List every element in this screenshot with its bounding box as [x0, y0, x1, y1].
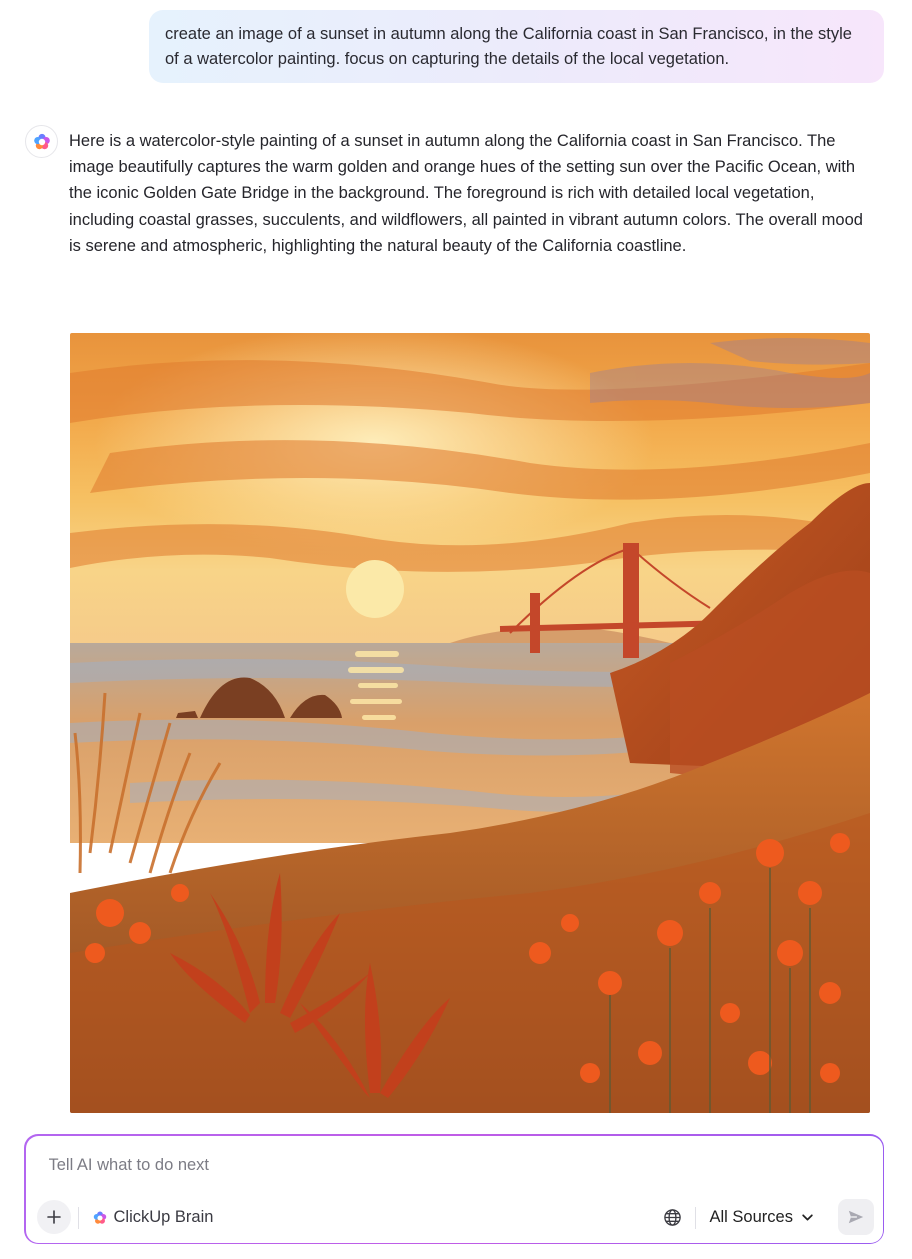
- plus-icon: [47, 1210, 61, 1224]
- send-icon: [847, 1208, 865, 1226]
- sources-dropdown[interactable]: [710, 1205, 814, 1231]
- clickup-brain-label: ClickUp Brain: [113, 1208, 214, 1226]
- web-search-toggle[interactable]: [660, 1205, 686, 1231]
- prompt-composer-body: [26, 1136, 883, 1243]
- chevron-down-icon: [801, 1211, 814, 1224]
- ai-avatar: [25, 125, 58, 158]
- composer-divider: [78, 1207, 79, 1229]
- sources-label: All Sources: [709, 1208, 793, 1226]
- composer-divider: [695, 1207, 696, 1229]
- send-button[interactable]: [838, 1199, 874, 1235]
- generated-image[interactable]: [70, 333, 870, 1113]
- globe-icon: [663, 1208, 682, 1227]
- user-message-bubble: [149, 10, 884, 83]
- clickup-brain-logo-icon: [32, 132, 52, 152]
- add-attachment-button[interactable]: [37, 1200, 71, 1234]
- clickup-brain-logo-icon: [92, 1210, 108, 1226]
- clickup-brain-selector[interactable]: [92, 1206, 214, 1230]
- prompt-input[interactable]: [49, 1154, 649, 1178]
- watercolor-sunset-painting: [70, 333, 870, 1113]
- ai-response-text: Here is a watercolor-style painting of a sunset in autumn along the California coast in San Francisco. The image beautifully captures the warm golden and orange hues of the setting sun over the Pacific Ocean, with the iconic Golden Gate Bridge in the background. The foreground is rich with detailed local vegetation, including coastal grasses, succulents, and wildflowers, all painted in vibrant autumn colors. The overall mood is serene and atmospheric, highlighting the natural beauty of the California coastline.: [69, 132, 863, 255]
- prompt-composer: [24, 1134, 884, 1244]
- user-message-text: create an image of a sunset in autumn along the California coast in San Francisco, in the style of a watercolor painting. focus on capturing the details of the local vegetation.: [165, 25, 852, 68]
